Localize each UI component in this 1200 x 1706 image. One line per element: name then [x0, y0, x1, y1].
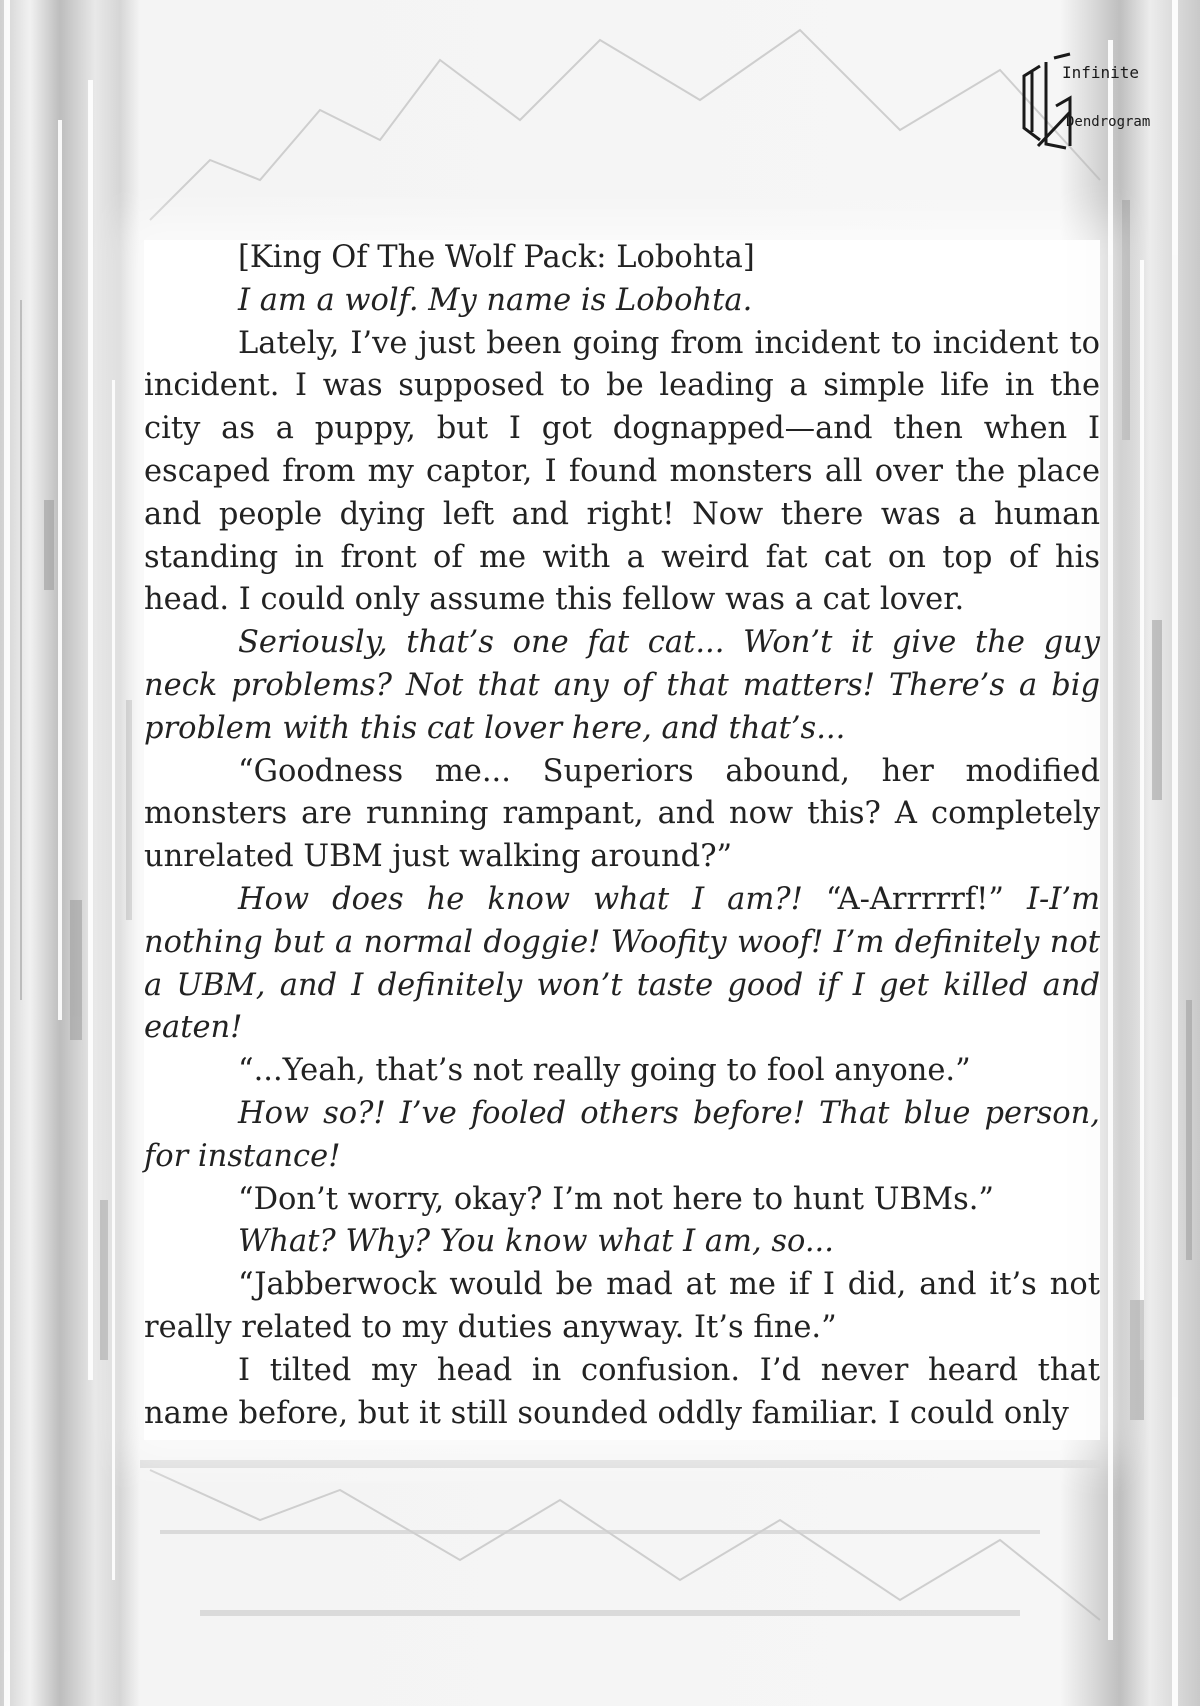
paragraph	[144, 1264, 1100, 1350]
italic-text: Seriously, that’s one fat cat... Won’t it give the guy neck problems? Not that any of that matters! There’s a big problem with this cat lover here, and that’s...	[144, 625, 1100, 746]
text-segment: “...Yeah, that’s not really going to fool anyone.”	[238, 1053, 971, 1089]
paragraph	[144, 280, 1100, 323]
italic-text: I am a wolf. My name is Lobohta.	[238, 282, 753, 318]
paragraph	[144, 751, 1100, 879]
text-segment: “Goodness me... Superiors abound, her modified monsters are running rampant, and now this? A completely unrelated UBM just walking around?”	[144, 753, 1100, 875]
book-text	[144, 237, 1100, 1435]
text-segment: “A-Arrrrrf!”	[825, 881, 1027, 917]
paragraph	[144, 1050, 1100, 1093]
text-segment: “Jabberwock would be mad at me if I did, and it’s not really related to my duties anyway. It’s fine.”	[144, 1267, 1100, 1345]
italic-text: How so?! I’ve fooled others before! That blue person, for instance!	[144, 1095, 1100, 1174]
text-segment: [King Of The Wolf Pack: Lobohta]	[238, 240, 755, 275]
logo-line2: Dendrogram	[1066, 114, 1151, 130]
text-segment: I tilted my head in confusion. I’d never heard that name before, but it still sounded oddly familiar. I could only	[144, 1352, 1100, 1431]
text-segment: “Don’t worry, okay? I’m not here to hunt UBMs.”	[238, 1181, 995, 1217]
paragraph	[144, 622, 1100, 750]
text-segment: Lately, I’ve just been going from incident to incident to incident. I was supposed to be leading a simple life in the city as a puppy, but I got dognapped—and then when I escaped from my captor, I found monsters all over the place and people dying left and right! Now there was a human standing in front of me with a weird fat cat on top of his head. I could only assume this fellow was a cat lover.	[144, 325, 1100, 618]
paragraph	[144, 1093, 1100, 1179]
logo-line1: Infinite	[1062, 63, 1140, 82]
italic-text: What? Why? You know what I am, so...	[238, 1224, 834, 1260]
paragraph	[144, 1179, 1100, 1222]
italic-text: I-I’m nothing but a normal doggie! Woofity woof! I’m definitely not a UBM, and I definitely won’t taste good if I get killed and eaten!	[144, 881, 1100, 1046]
paragraph	[144, 237, 1100, 280]
italic-text: How does he know what I am?!	[238, 881, 826, 917]
paragraph	[144, 1221, 1100, 1264]
infinite-dendrogram-logo	[1010, 48, 1160, 158]
paragraph	[144, 1350, 1100, 1436]
paragraph	[144, 323, 1100, 623]
paragraph	[144, 879, 1100, 1050]
